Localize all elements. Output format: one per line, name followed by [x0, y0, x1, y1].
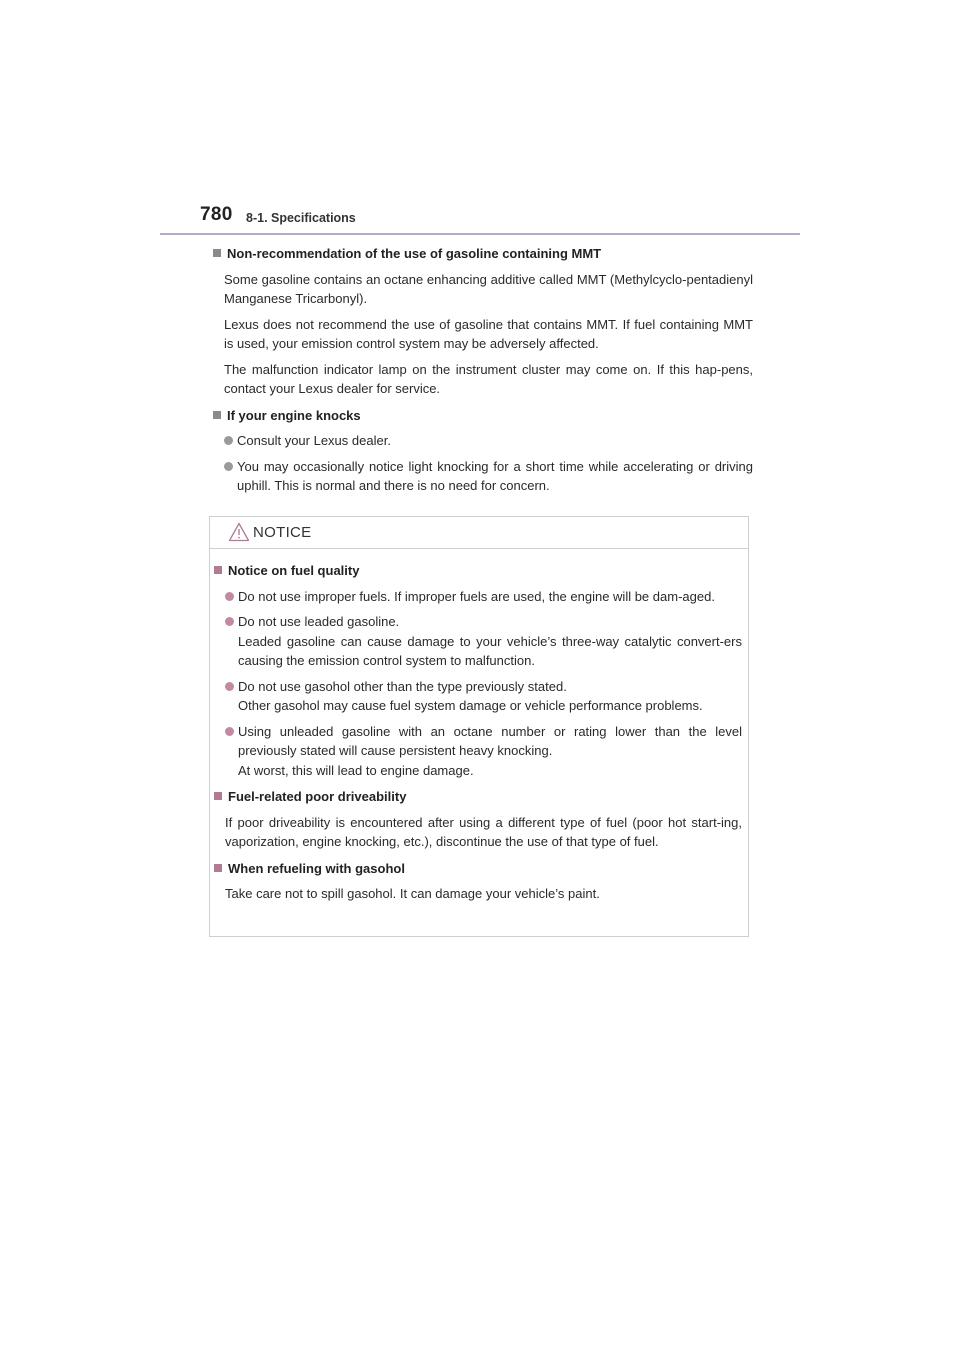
- paragraph: Take care not to spill gasohol. It can damage your vehicle’s paint.: [225, 886, 600, 901]
- list-item: Do not use improper fuels. If improper fuels are used, the engine will be dam-aged.: [225, 587, 742, 607]
- circle-bullet-icon: [225, 617, 234, 626]
- notice-header: [210, 517, 748, 549]
- paragraph: The malfunction indicator lamp on the instrument cluster may come on. If this hap-pens, contact your Lexus dealer for service.: [224, 361, 753, 396]
- notice-heading-fuel-quality: Notice on fuel quality: [214, 561, 742, 581]
- notice-box: [209, 516, 749, 937]
- notice-body: [210, 549, 748, 904]
- list-item: Using unleaded gasoline with an octane number or rating lower than the level previously stated will cause persistent heavy knocking. At worst, this will lead to engine damage.: [225, 722, 742, 781]
- section-title: 8-1. Specifications: [246, 211, 356, 225]
- circle-bullet-icon: [225, 727, 234, 736]
- section-heading-mmt: Non-recommendation of the use of gasoline containing MMT: [213, 244, 753, 264]
- circle-bullet-icon: [224, 462, 233, 471]
- square-bullet-icon: [213, 249, 221, 257]
- notice-title: NOTICE: [253, 524, 312, 541]
- circle-bullet-icon: [225, 592, 234, 601]
- list-item: Do not use gasohol other than the type previously stated. Other gasohol may cause fuel system damage or vehicle performance problems.: [225, 677, 742, 716]
- notice-heading-driveability: Fuel-related poor driveability: [214, 787, 742, 807]
- page-number: 780: [200, 204, 233, 225]
- page-header: [160, 200, 800, 236]
- paragraph: Lexus does not recommend the use of gasoline that contains MMT. If fuel containing MMT is used, your emission control system may be adversely affected.: [224, 316, 753, 351]
- warning-triangle-icon: [228, 522, 250, 542]
- list-item: Consult your Lexus dealer.: [224, 431, 753, 451]
- section-heading-knocks: If your engine knocks: [213, 406, 753, 426]
- circle-bullet-icon: [224, 436, 233, 445]
- header-rule: [160, 233, 800, 235]
- notice-heading-gasohol: When refueling with gasohol: [214, 859, 742, 879]
- square-bullet-icon: [214, 792, 222, 800]
- square-bullet-icon: [214, 864, 222, 872]
- square-bullet-icon: [213, 411, 221, 419]
- list-item: You may occasionally notice light knocking for a short time while accelerating or driving uphill. This is normal and there is no need for concern.: [224, 457, 753, 496]
- circle-bullet-icon: [225, 682, 234, 691]
- main-content: [213, 244, 753, 496]
- square-bullet-icon: [214, 566, 222, 574]
- paragraph: Some gasoline contains an octane enhancing additive called MMT (Methylcyclo-pentadienyl Manganese Tricarbonyl).: [224, 271, 753, 306]
- paragraph: If poor driveability is encountered after using a different type of fuel (poor hot start-ing, vaporization, engine knocking, etc.), discontinue the use of that type of fuel.: [225, 814, 742, 849]
- list-item: Do not use leaded gasoline. Leaded gasoline can cause damage to your vehicle’s three-way catalytic convert-ers causing the emission control system to malfunction.: [225, 612, 742, 671]
